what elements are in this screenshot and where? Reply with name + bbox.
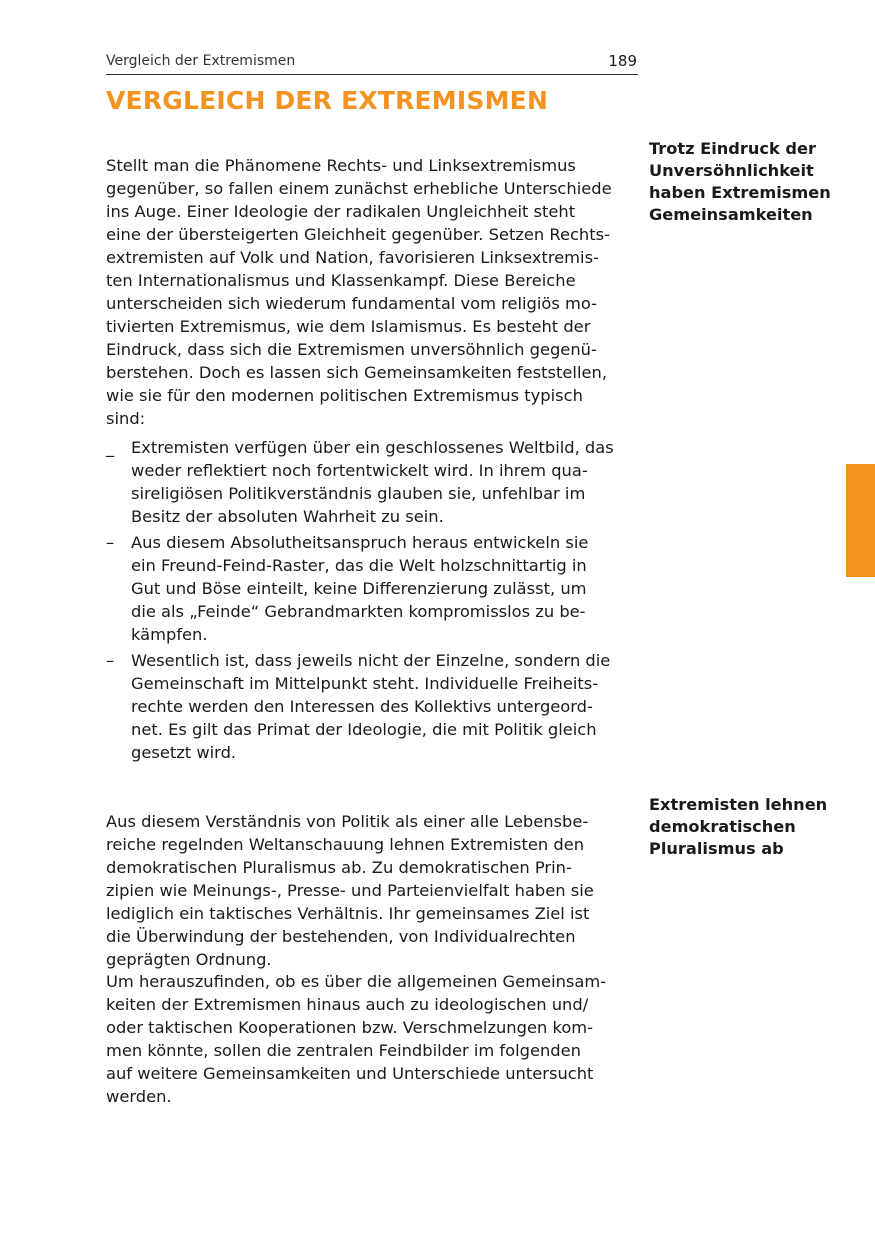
bullet-marker: –	[106, 651, 115, 670]
page-number: 189	[608, 52, 637, 70]
text-line: Aus diesem Absolutheitsanspruch heraus entwickeln sie	[131, 533, 589, 552]
text-line: Extremisten verfügen über ein geschlossenes Weltbild, das	[131, 438, 614, 457]
text-line: lediglich ein taktisches Verhältnis. Ihr gemeinsames Ziel ist	[106, 904, 590, 924]
pluralism-paragraph	[106, 810, 642, 971]
margin-note-line: demokratischen	[649, 817, 796, 836]
text-line: Um herauszufinden, ob es über die allgemeinen Gemeinsam-	[106, 972, 607, 992]
text-line: Stellt man die Phänomene Rechts- und Linksextremismus	[106, 156, 576, 176]
text-line: ten Internationalismus und Klassenkampf. Diese Bereiche	[106, 271, 576, 291]
text-line: berstehen. Doch es lassen sich Gemeinsamkeiten feststellen,	[106, 363, 607, 383]
text-line: oder taktischen Kooperationen bzw. Verschmelzungen kom-	[106, 1018, 594, 1038]
text-line: geprägten Ordnung.	[106, 950, 272, 970]
text-line: kämpfen.	[131, 625, 208, 644]
text-line: ins Auge. Einer Ideologie der radikalen Ungleichheit steht	[106, 202, 576, 222]
intro-paragraph	[106, 154, 642, 430]
text-line: die als „Feinde“ Gebrandmarkten kompromisslos zu be-	[131, 602, 586, 621]
text-line: Gut und Böse einteilt, keine Differenzierung zulässt, um	[131, 579, 587, 598]
text-line: gegenüber, so fallen einem zunächst erhebliche Unterschiede	[106, 179, 612, 199]
margin-note	[649, 138, 859, 226]
chapter-title: VERGLEICH DER EXTREMISMEN	[106, 86, 549, 115]
text-line: unterscheiden sich wiederum fundamental vom religiös mo-	[106, 294, 598, 314]
margin-note-line: Gemeinsamkeiten	[649, 205, 813, 224]
text-line: Besitz der absoluten Wahrheit zu sein.	[131, 507, 444, 526]
text-line: sind:	[106, 409, 146, 429]
text-line: tivierten Extremismus, wie dem Islamismus. Es besteht der	[106, 317, 591, 337]
text-line: extremisten auf Volk und Nation, favorisieren Linksextremis-	[106, 248, 599, 268]
text-line: men könnte, sollen die zentralen Feindbilder im folgenden	[106, 1041, 581, 1061]
text-line: Aus diesem Verständnis von Politik als einer alle Lebensbe-	[106, 812, 589, 832]
bullet-item	[106, 436, 642, 528]
margin-note-line: Unversöhnlichkeit	[649, 161, 814, 180]
text-line: ein Freund-Feind-Raster, das die Welt holzschnittartig in	[131, 556, 587, 575]
margin-note	[649, 794, 859, 860]
running-title: Vergleich der Extremismen	[106, 53, 296, 69]
text-line: zipien wie Meinungs-, Presse- und Parteienvielfalt haben sie	[106, 881, 594, 901]
text-line: gesetzt wird.	[131, 743, 237, 762]
text-line: keiten der Extremismen hinaus auch zu ideologischen und/	[106, 995, 589, 1015]
margin-note-line: Pluralismus ab	[649, 839, 784, 858]
text-line: auf weitere Gemeinsamkeiten und Unterschiede untersucht	[106, 1064, 594, 1084]
text-line: die Überwindung der bestehenden, von Individualrechten	[106, 927, 576, 947]
text-line: werden.	[106, 1087, 172, 1107]
outlook-paragraph	[106, 970, 642, 1108]
margin-note-line: haben Extremismen	[649, 183, 831, 202]
text-line: wie sie für den modernen politischen Extremismus typisch	[106, 386, 583, 406]
chapter-thumb-tab	[846, 464, 875, 577]
text-line: net. Es gilt das Primat der Ideologie, die mit Politik gleich	[131, 720, 597, 739]
margin-note-line: Extremisten lehnen	[649, 795, 828, 814]
text-line: Eindruck, dass sich die Extremismen unversöhnlich gegenü-	[106, 340, 597, 360]
margin-note-line: Trotz Eindruck der	[649, 139, 816, 158]
bullet-marker: –	[106, 533, 115, 552]
text-line: sireligiösen Politikverständnis glauben sie, unfehlbar im	[131, 484, 586, 503]
text-line: Gemeinschaft im Mittelpunkt steht. Individuelle Freiheits-	[131, 674, 599, 693]
text-line: demokratischen Pluralismus ab. Zu demokratischen Prin-	[106, 858, 572, 878]
bullet-list	[106, 436, 642, 767]
bullet-item	[106, 649, 642, 764]
running-header	[106, 52, 638, 75]
bullet-marker: _	[106, 438, 115, 457]
text-line: reiche regelnden Weltanschauung lehnen Extremisten den	[106, 835, 585, 855]
text-line: eine der übersteigerten Gleichheit gegenüber. Setzen Rechts-	[106, 225, 610, 245]
text-line: weder reflektiert noch fortentwickelt wird. In ihrem qua-	[131, 461, 588, 480]
text-line: rechte werden den Interessen des Kollektivs untergeord-	[131, 697, 593, 716]
text-line: Wesentlich ist, dass jeweils nicht der Einzelne, sondern die	[131, 651, 611, 670]
bullet-item	[106, 531, 642, 646]
